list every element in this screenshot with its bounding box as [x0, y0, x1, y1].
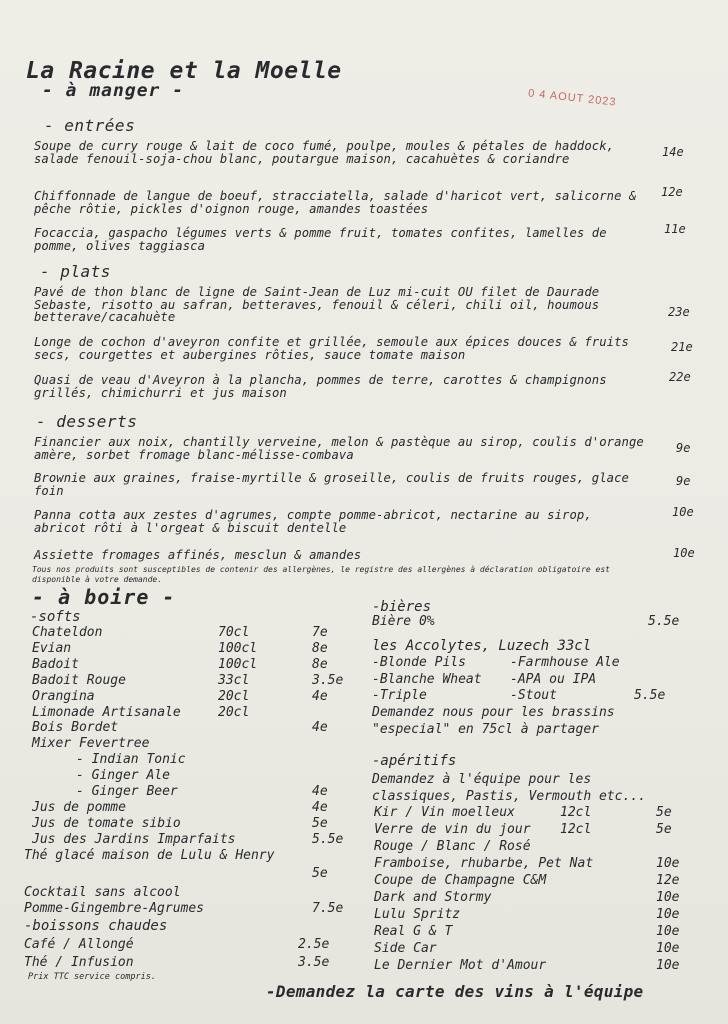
- aperitif-name: Kir / Vin moelleux: [374, 805, 515, 820]
- soft-name: Badoit Rouge: [32, 672, 126, 688]
- soft-name: Chateldon: [32, 625, 103, 640]
- soft-name: Pomme-Gingembre-Agrumes: [24, 901, 205, 917]
- aperitif-price: 10e: [656, 924, 680, 939]
- beer-price: 5.5e: [634, 688, 666, 703]
- soft-price: 8e: [312, 640, 328, 656]
- aperitifs-intro-1: Demandez à l'équipe pour les: [372, 772, 592, 787]
- soft-size: 70cl: [218, 625, 250, 640]
- soft-name: Jus de tomate sibio: [32, 815, 181, 831]
- soft-price: 7e: [312, 625, 328, 640]
- soft-price: 4e: [312, 799, 328, 815]
- soft-name: - Ginger Beer: [76, 784, 178, 799]
- aperitif-price: 10e: [656, 856, 680, 871]
- soft-price: 4e: [312, 720, 328, 736]
- soft-name: Mixer Fevertree: [32, 736, 150, 752]
- date-stamp: 0 4 AOUT 2023: [527, 87, 618, 109]
- soft-name: Badoit: [32, 656, 79, 672]
- price-note: Prix TTC service compris.: [28, 972, 156, 982]
- beer-left: -Blonde Pils: [372, 655, 466, 670]
- soft-price: 5.5e: [312, 831, 344, 847]
- aperitif-name: Rouge / Blanc / Rosé: [374, 839, 531, 854]
- soft-name: Orangina: [32, 688, 95, 704]
- section-desserts: - desserts: [36, 412, 138, 431]
- beer-name: Bière 0%: [372, 614, 435, 629]
- dish-plat-3: Quasi de veau d'Aveyron à la plancha, pommes de terre, carottes & champignons grillés, chimichurri et jus maison: [34, 373, 607, 400]
- soft-name: Evian: [32, 640, 72, 656]
- beer-right: -APA ou IPA: [510, 671, 597, 687]
- soft-name: - Ginger Ale: [76, 768, 170, 784]
- soft-name: Jus des Jardins Imparfaits: [32, 831, 236, 847]
- price-entree-2: 12e: [661, 185, 683, 199]
- aperitif-name: Verre de vin du jour: [374, 822, 531, 837]
- section-entrees: - entrées: [44, 116, 136, 135]
- hot-drink-name: Café / Allongé: [24, 937, 134, 952]
- soft-size: 20cl: [218, 688, 250, 704]
- price-plat-1: 23e: [668, 305, 690, 319]
- dish-entree-2: Chiffonnade de langue de boeuf, stracciatella, salade d'haricot vert, salicorne & pêche rôtie, pickles d'oignon rouge, amandes toastées: [34, 189, 637, 216]
- aperitif-name: Coupe de Champagne C&M: [374, 873, 547, 888]
- soft-size: 20cl: [218, 704, 250, 720]
- aperitif-price: 10e: [656, 941, 680, 956]
- aperitif-price: 10e: [656, 907, 680, 922]
- allergen-note: Tous nos produits sont susceptibles de contenir des allergènes, le registre des allergènes à déclaration obligatoire est disponible à votre demande.: [32, 565, 610, 584]
- price-entree-3: 11e: [664, 222, 686, 236]
- softs-heading: -softs: [30, 609, 81, 625]
- accolytes-heading: les Accolytes, Luzech 33cl: [372, 638, 592, 654]
- soft-size: 100cl: [218, 640, 258, 656]
- soft-size: 100cl: [218, 656, 258, 672]
- aperitif-size: 12cl: [560, 805, 592, 820]
- food-subtitle: - à manger -: [42, 80, 185, 101]
- beer-right: -Farmhouse Ale: [510, 655, 620, 670]
- restaurant-title: La Racine et la Moelle: [26, 58, 342, 84]
- price-dessert-4: 10e: [673, 546, 695, 560]
- soft-name: - Indian Tonic: [76, 752, 186, 768]
- aperitif-price: 5e: [656, 805, 672, 820]
- soft-name: Cocktail sans alcool: [24, 885, 181, 901]
- soft-price: 3.5e: [312, 672, 344, 688]
- aperitif-name: Side Car: [374, 941, 437, 956]
- beer-left: -Triple: [372, 688, 427, 703]
- soft-size: 33cl: [218, 672, 250, 688]
- price-dessert-3: 10e: [672, 505, 694, 519]
- hot-drinks-heading: -boissons chaudes: [24, 918, 168, 934]
- hot-drink-price: 3.5e: [298, 955, 330, 970]
- aperitif-name: Framboise, rhubarbe, Pet Nat: [374, 856, 594, 871]
- soft-price: 5e: [312, 865, 328, 881]
- soft-name: Bois Bordet: [32, 720, 119, 736]
- aperitif-price: 12e: [656, 873, 680, 888]
- dish-dessert-1: Financier aux noix, chantilly verveine, melon & pastèque au sirop, coulis d'orange amère, sorbet fromage blanc-mélisse-combava: [34, 435, 644, 462]
- dish-entree-3: Focaccia, gaspacho légumes verts & pomme fruit, tomates confites, lamelles de pomme, olives taggiasca: [34, 226, 607, 253]
- price-plat-2: 21e: [671, 340, 693, 354]
- beers-heading: -bières: [372, 599, 432, 615]
- price-plat-3: 22e: [669, 370, 691, 384]
- aperitif-price: 10e: [656, 958, 680, 973]
- hot-drink-price: 2.5e: [298, 937, 330, 952]
- wine-list-footer: -Demandez la carte des vins à l'équipe: [266, 982, 644, 1001]
- drinks-heading: - à boire -: [32, 585, 176, 609]
- brassins-line-1: Demandez nous pour les brassins: [372, 705, 615, 720]
- aperitif-name: Lulu Spritz: [374, 907, 461, 922]
- hot-drink-name: Thé / Infusion: [24, 955, 134, 970]
- soft-name: Limonade Artisanale: [32, 704, 181, 720]
- soft-name: Jus de pomme: [32, 799, 126, 815]
- section-plats: - plats: [40, 262, 111, 281]
- price-dessert-2: 9e: [676, 474, 691, 488]
- beer-right: -Stout: [510, 688, 557, 703]
- dish-plat-2: Longe de cochon d'aveyron confite et grillée, semoule aux épices douces & fruits secs, courgettes et aubergines rôties, sauce tomate maison: [34, 335, 629, 362]
- aperitif-price: 10e: [656, 890, 680, 905]
- aperitif-name: Le Dernier Mot d'Amour: [374, 958, 547, 973]
- aperitif-name: Real G & T: [374, 924, 453, 939]
- brassins-line-2: "especial" en 75cl à partager: [372, 722, 599, 737]
- aperitif-size: 12cl: [560, 822, 592, 837]
- price-dessert-1: 9e: [676, 441, 691, 455]
- dish-dessert-4: Assiette fromages affinés, mesclun & amandes: [34, 548, 362, 562]
- soft-price: 5e: [312, 815, 328, 831]
- aperitif-price: 5e: [656, 822, 672, 837]
- aperitif-name: Dark and Stormy: [374, 890, 492, 905]
- dish-dessert-3: Panna cotta aux zestes d'agrumes, compte pomme-abricot, nectarine au sirop, abricot rôti à l'orgeat & biscuit dentelle: [34, 508, 592, 535]
- dish-entree-1: Soupe de curry rouge & lait de coco fumé, poulpe, moules & pétales de haddock, salade fenouil-soja-chou blanc, poutargue maison, cacahuètes & coriandre: [34, 139, 615, 166]
- dish-plat-1: Pavé de thon blanc de ligne de Saint-Jean de Luz mi-cuit OU filet de Daurade Sebaste, risotto au safran, betteraves, fenouil & céleri, chili oil, houmous betterave/cacahuète: [34, 285, 600, 324]
- price-entree-1: 14e: [662, 145, 684, 159]
- soft-price: 4e: [312, 784, 328, 799]
- aperitifs-intro-2: classiques, Pastis, Vermouth etc...: [372, 789, 646, 804]
- soft-price: 4e: [312, 688, 328, 704]
- soft-price: 8e: [312, 656, 328, 672]
- beer-price: 5.5e: [648, 614, 680, 629]
- beer-left: -Blanche Wheat: [372, 671, 482, 687]
- soft-name: Thé glacé maison de Lulu & Henry: [24, 847, 275, 863]
- dish-dessert-2: Brownie aux graines, fraise-myrtille & groseille, coulis de fruits rouges, glace foin: [34, 471, 629, 498]
- soft-price: 7.5e: [312, 901, 344, 917]
- aperitifs-heading: -apéritifs: [372, 753, 457, 769]
